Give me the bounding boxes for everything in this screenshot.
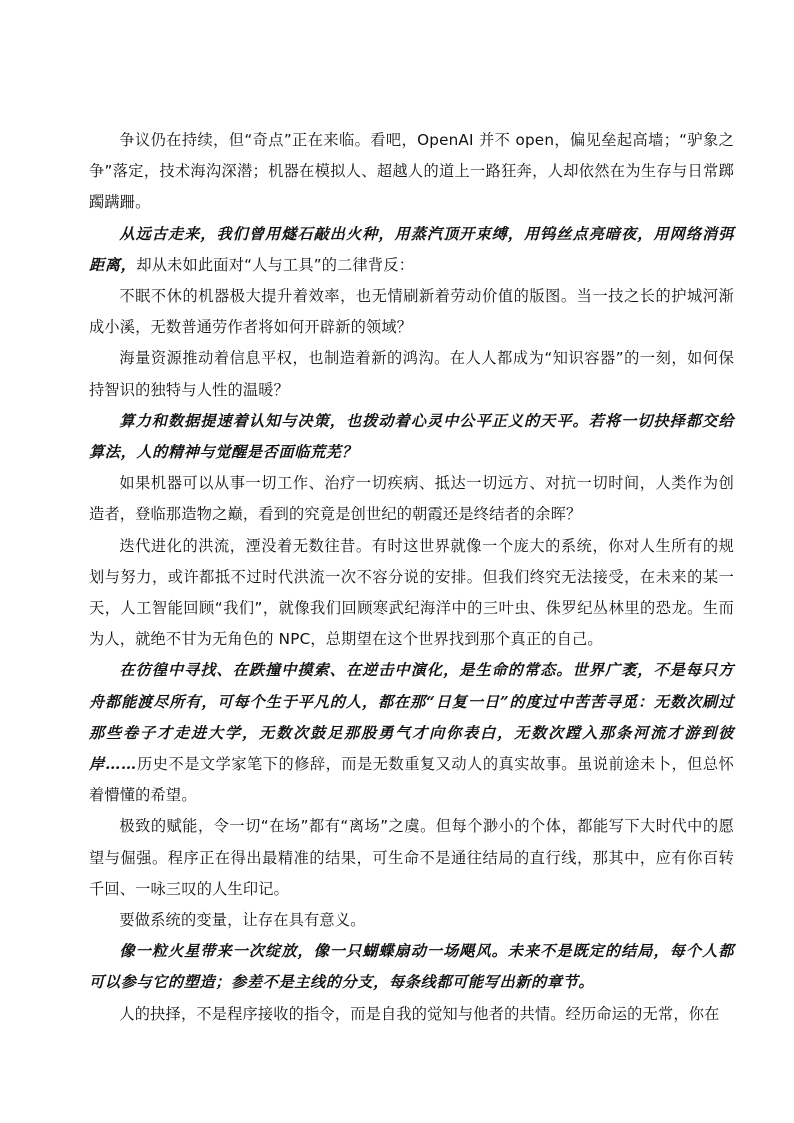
paragraph-2-text: 却从未如此面对“人与工具”的二律背反： bbox=[136, 255, 415, 274]
paragraph-10 bbox=[89, 905, 734, 936]
paragraph-9 bbox=[89, 811, 734, 905]
paragraph-5 bbox=[89, 406, 734, 468]
paragraph-4 bbox=[89, 343, 734, 405]
paragraph-3 bbox=[89, 281, 734, 343]
paragraph-8-bold: 在彷徨中寻找、在跌撞中摸索、在逆击中演化，是生命的常态。世界广袤，不是每只方舟都能渡尽所有，可每个生于平凡的人，都在那“日复一日”的度过中苦苦寻觅：无数次刷过那些卷子才走进大学，无数次鼓足那股勇气才向你表白，无数次蹚入那条河流才游到彼岸…… bbox=[89, 661, 734, 774]
paragraph-8 bbox=[89, 655, 734, 811]
paragraph-1 bbox=[89, 125, 734, 219]
paragraph-5-bold: 算力和数据提速着认知与决策，也拨动着心灵中公平正义的天平。若将一切抉择都交给算法，人的精神与觉醒是否面临荒芜？ bbox=[89, 411, 734, 462]
paragraph-6-text: 如果机器可以从事一切工作、治疗一切疾病、抵达一切远方、对抗一切时间，人类作为创造者，登临那造物之巅，看到的究竟是创世纪的朝霞还是终结者的余晖？ bbox=[89, 474, 734, 524]
paragraph-7 bbox=[89, 531, 734, 656]
paragraph-4-text: 海量资源推动着信息平权，也制造着新的鸿沟。在人人都成为“知识容器”的一刻，如何保持智识的独特与人性的温暖？ bbox=[89, 349, 734, 399]
paragraph-11-bold: 像一粒火星带来一次绽放，像一只蝴蝶扇动一场飓风。未来不是既定的结局，每个人都可以参与它的塑造；参差不是主线的分支，每条线都可能写出新的章节。 bbox=[89, 942, 734, 992]
paragraph-7-text: 迭代进化的洪流，湮没着无数往昔。有时这世界就像一个庞大的系统，你对人生所有的规划与努力，或许都抵不过时代洪流一次不容分说的安排。但我们终究无法接受，在未来的某一天，人工智能回顾“我们”，就像我们回顾寒武纪海洋中的三叶虫、侏罗纪丛林里的恐龙。生而为人，就绝不甘为无角色的 NPC，总期望在这个世界找到那个真正的自己。 bbox=[89, 536, 734, 649]
paragraph-2 bbox=[89, 219, 734, 281]
paragraph-2-bold: 从远古走来，我们曾用燧石敲出火种，用蒸汽顶开束缚，用钨丝点亮暗夜，用网络消弭距离， bbox=[89, 224, 734, 274]
paragraph-8-text: 历史不是文学家笔下的修辞，而是无数重复又动人的真实故事。虽说前途未卜，但总怀着懵懂的希望。 bbox=[89, 755, 734, 805]
paragraph-11 bbox=[89, 936, 734, 998]
paragraph-6 bbox=[89, 468, 734, 530]
paragraph-1-text: 争议仍在持续，但“奇点”正在来临。看吧，OpenAI 并不 open，偏见垒起高墙；“驴象之争”落定，技术海沟深潜；机器在模拟人、超越人的道上一路狂奔，人却依然在为生存与日常踯躅蹒跚。 bbox=[89, 131, 734, 212]
paragraph-10-text: 要做系统的变量，让存在具有意义。 bbox=[119, 911, 366, 930]
paragraph-3-text: 不眠不休的机器极大提升着效率，也无情刷新着劳动价值的版图。当一技之长的护城河渐成小溪，无数普通劳作者将如何开辟新的领域？ bbox=[89, 287, 734, 337]
paragraph-12-text: 人的抉择，不是程序接收的指令，而是自我的觉知与他者的共情。经历命运的无常，你在 bbox=[119, 1004, 720, 1023]
paragraph-12 bbox=[89, 999, 734, 1030]
paragraph-9-text: 极致的赋能，令一切“在场”都有“离场”之虞。但每个渺小的个体，都能写下大时代中的愿望与倔强。程序正在得出最精准的结果，可生命不是通往结局的直行线，那其中，应有你百转千回、一咏三叹的人生印记。 bbox=[89, 817, 734, 898]
document-body bbox=[89, 125, 734, 1030]
